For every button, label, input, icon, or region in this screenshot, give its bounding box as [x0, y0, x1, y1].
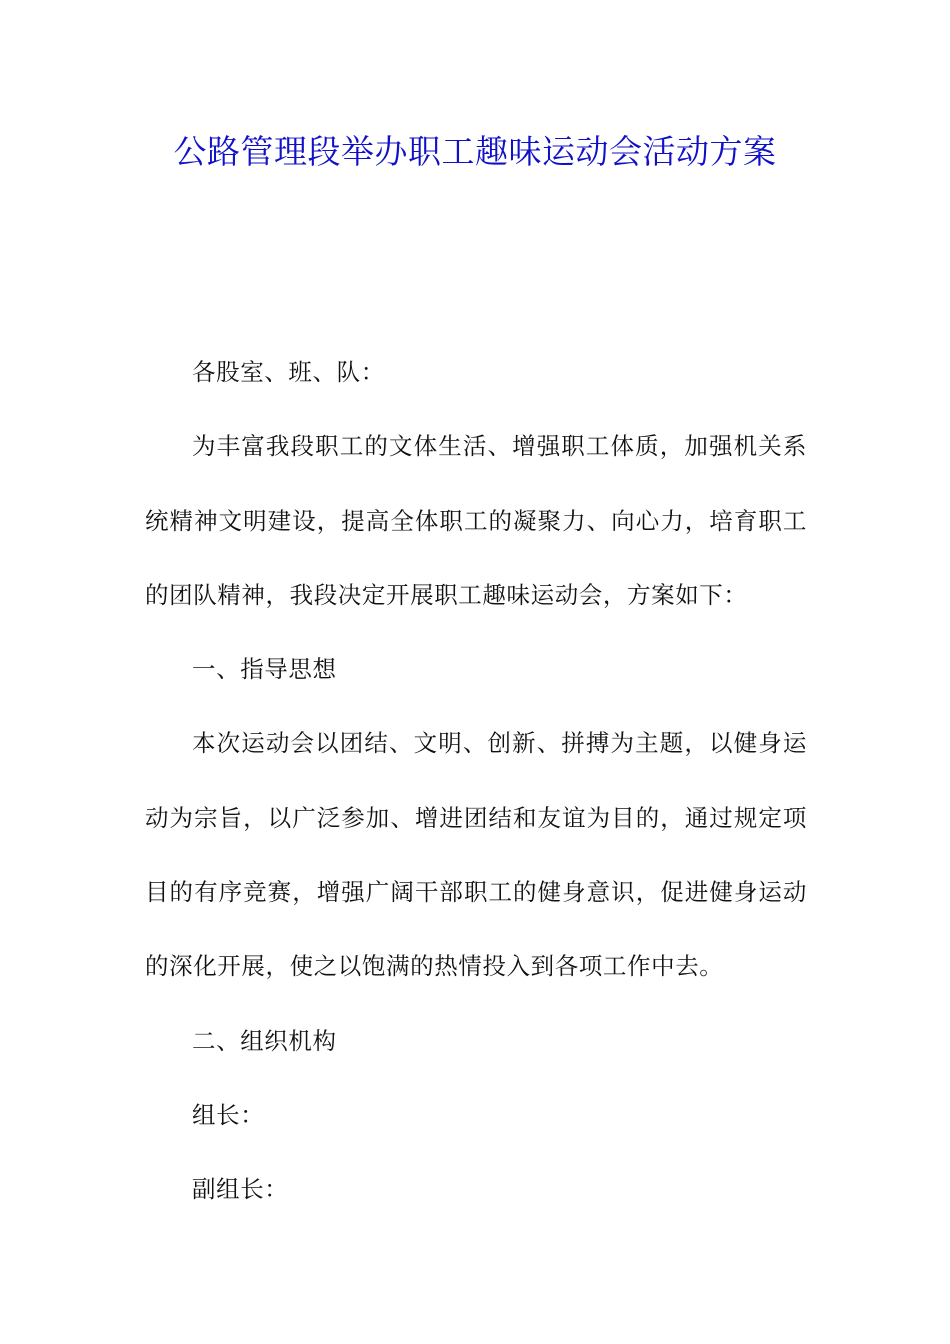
document-title: 公路管理段举办职工趣味运动会活动方案: [173, 132, 777, 171]
section-heading-guiding-ideology: 一、指导思想: [192, 655, 337, 684]
guiding-ideology-paragraph: 本次运动会以团结、文明、创新、拼搏为主题，以健身运动为宗旨，以广泛参加、增进团结和友谊为目的，通过规定项目的有序竞赛，增强广阔干部职工的健身意识，促进健身运动的深化开展，使之以饱满的热情投入到各项工作中去。: [145, 729, 807, 981]
salutation-paragraph: 各股室、班、队：: [192, 358, 385, 386]
section-heading-organization: 二、组织机构: [192, 1026, 337, 1055]
deputy-group-leader-line: 副组长：: [192, 1175, 289, 1204]
document-body: [145, 335, 807, 1227]
intro-paragraph: 为丰富我段职工的文体生活、增强职工体质，加强机关系统精神文明建设，提高全体职工的凝聚力、向心力，培育职工的团队精神，我段决定开展职工趣味运动会，方案如下：: [145, 432, 807, 609]
group-leader-line: 组长：: [192, 1100, 265, 1129]
